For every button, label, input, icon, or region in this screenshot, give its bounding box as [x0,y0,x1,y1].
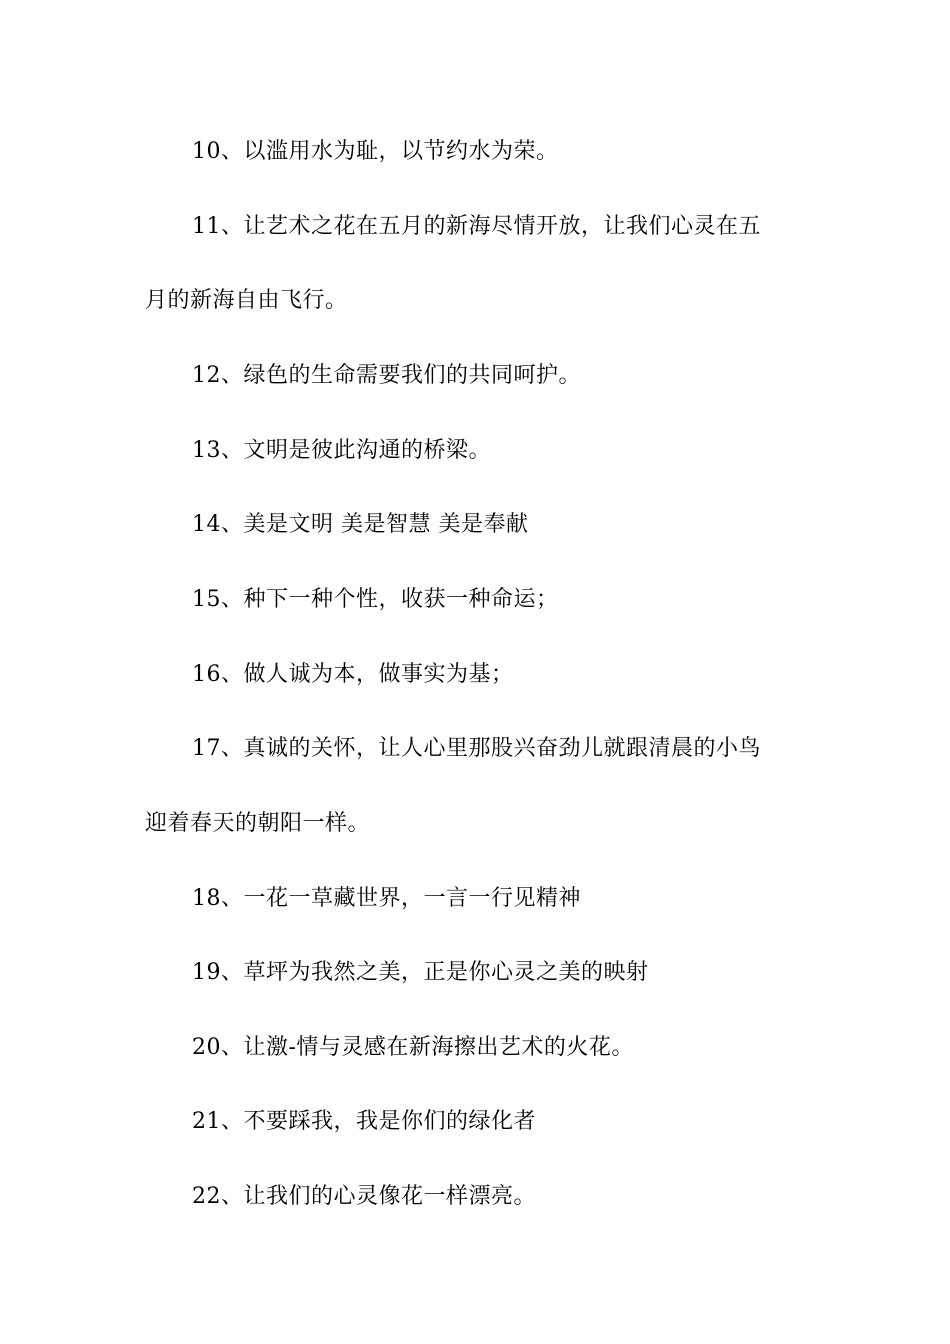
text-line-11-cont: 月的新海自由飞行。 [145,288,348,313]
text-line-20: 20、让激-情与灵感在新海擦出艺术的火花。 [192,1035,634,1060]
text-line-11: 11、让艺术之花在五月的新海尽情开放，让我们心灵在五 [192,214,761,239]
text-line-12: 12、绿色的生命需要我们的共同呵护。 [192,363,581,388]
text-line-17-cont: 迎着春天的朝阳一样。 [145,811,371,836]
text-line-19: 19、草坪为我然之美，正是你心灵之美的映射 [192,960,649,985]
text-line-15: 15、种下一种个性，收获一种命运； [192,587,559,612]
text-line-22: 22、让我们的心灵像花一样漂亮。 [192,1184,536,1209]
text-line-17: 17、真诚的关怀，让人心里那股兴奋劲儿就跟清晨的小鸟 [192,736,761,761]
text-line-21: 21、不要踩我，我是你们的绿化者 [192,1109,536,1134]
text-line-13: 13、文明是彼此沟通的桥梁。 [192,438,491,463]
text-line-18: 18、一花一草藏世界，一言一行见精神 [192,886,581,911]
text-line-10: 10、以滥用水为耻，以节约水为荣。 [192,139,559,164]
text-line-14: 14、美是文明 美是智慧 美是奉献 [192,512,529,537]
text-line-16: 16、做人诚为本，做事实为基； [192,662,514,687]
